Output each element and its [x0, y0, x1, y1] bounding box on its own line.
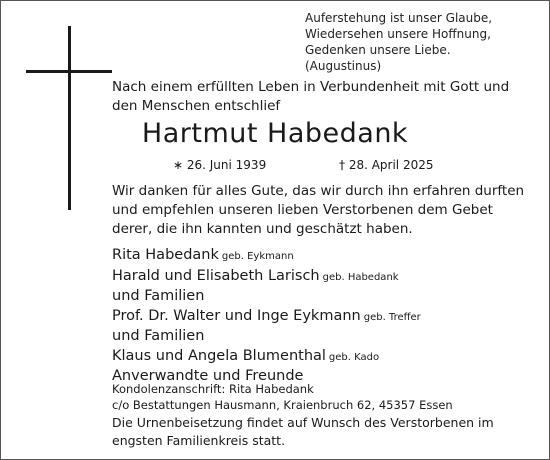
mourner-name: Klaus und Angela Blumenthal [112, 347, 326, 364]
birth-date: ∗ 26. Juni 1939 [173, 158, 267, 172]
mourner-name: Anverwandte und Freunde [112, 368, 304, 384]
thanks-line: derer, die ihn kannten und geschätzt haben. [112, 221, 413, 237]
condolence-address [112, 381, 544, 413]
intro-text [112, 78, 544, 116]
quote-attribution: (Augustinus) [305, 59, 382, 73]
mourner-name: Rita Habedank [112, 247, 219, 263]
thanks-text [112, 182, 532, 239]
mourner-entry [112, 307, 544, 328]
mourner-entry [112, 327, 544, 347]
mourner-name: Harald und Elisabeth Larisch [112, 267, 320, 284]
quote-line: Gedenken unsere Liebe. [305, 43, 451, 57]
mourner-name: Prof. Dr. Walter und Inge Eykmann [112, 307, 361, 324]
mourner-entry [112, 267, 544, 288]
mourner-name: und Familien [112, 288, 205, 304]
deceased-name: Hartmut Habedank [141, 118, 409, 149]
mourners-list [112, 246, 544, 387]
quote-line: Auferstehung ist unser Glaube, [305, 11, 493, 25]
closing-line: engsten Familienkreis statt. [112, 433, 286, 448]
contact-line: c/o Bestattungen Hausmann, Kraienbruch 62, 45357 Essen [112, 398, 453, 412]
mourner-maiden-name: geb. Treffer [363, 311, 421, 323]
mourner-maiden-name: geb. Eykmann [221, 251, 294, 262]
mourner-entry [112, 287, 544, 307]
death-date: † 28. April 2025 [339, 158, 434, 172]
quote-line: Wiedersehen unsere Hoffnung, [305, 27, 491, 41]
cross-horizontal-bar [26, 70, 112, 73]
bible-quote [305, 10, 545, 74]
mourner-entry [112, 246, 544, 267]
mourner-name: und Familien [112, 328, 205, 344]
mourner-maiden-name: geb. Habedank [322, 271, 399, 283]
intro-line: Nach einem erfüllten Leben in Verbundenheit mit Gott und [112, 79, 510, 95]
thanks-line: Wir danken für alles Gute, das wir durch ihn erfahren durften [112, 183, 525, 199]
thanks-line: und empfehlen unseren lieben Verstorbenen dem Gebet [112, 202, 493, 218]
intro-line: den Menschen entschlief [112, 98, 281, 114]
mourner-maiden-name: geb. Kado [328, 351, 380, 363]
mourner-entry [112, 347, 544, 368]
burial-note [112, 414, 544, 450]
closing-line: Die Urnenbeisetzung findet auf Wunsch des Verstorbenen im [112, 415, 494, 430]
contact-line: Kondolenzanschrift: Rita Habedank [112, 382, 314, 396]
